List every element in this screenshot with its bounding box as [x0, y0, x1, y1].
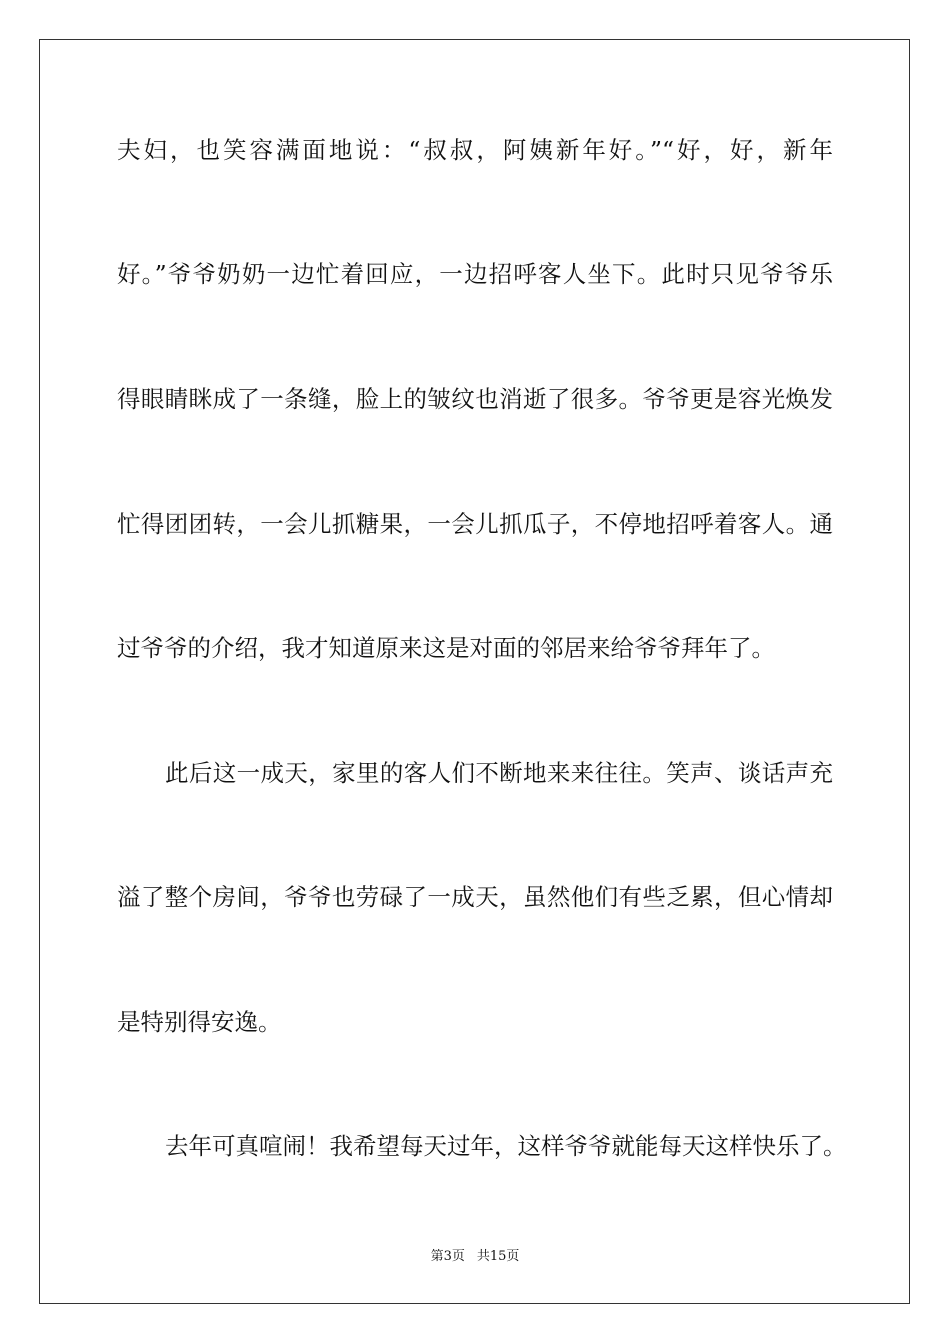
page-border [39, 39, 910, 1304]
text-line: 过爷爷的介绍，我才知道原来这是对面的邻居来给爷爷拜年了。 [117, 634, 775, 662]
text-line: 好。”爷爷奶奶一边忙着回应，一边招呼客人坐下。此时只见爷爷乐 [117, 260, 833, 288]
text-line: 溢了整个房间，爷爷也劳碌了一成天，虽然他们有些乏累，但心情却 [117, 883, 833, 911]
text-line: 夫妇，也笑容满面地说：“叔叔，阿姨新年好。”“好，好，新年 [117, 136, 833, 164]
text-line: 是特别得安逸。 [117, 1008, 282, 1036]
paragraph-first-line: 去年可真喧闹！我希望每天过年，这样爷爷就能每天这样快乐了。 [165, 1132, 847, 1160]
text-line: 得眼睛眯成了一条缝，脸上的皱纹也消逝了很多。爷爷更是容光焕发 [117, 385, 833, 413]
paragraph-first-line: 此后这一成天，家里的客人们不断地来来往往。笑声、谈话声充 [165, 759, 833, 787]
page-number: 第3页 [430, 1249, 465, 1264]
page-total: 共15页 [476, 1249, 520, 1264]
page-footer [0, 1248, 950, 1266]
text-line: 忙得团团转，一会儿抓糖果，一会儿抓瓜子，不停地招呼着客人。通 [117, 510, 833, 538]
